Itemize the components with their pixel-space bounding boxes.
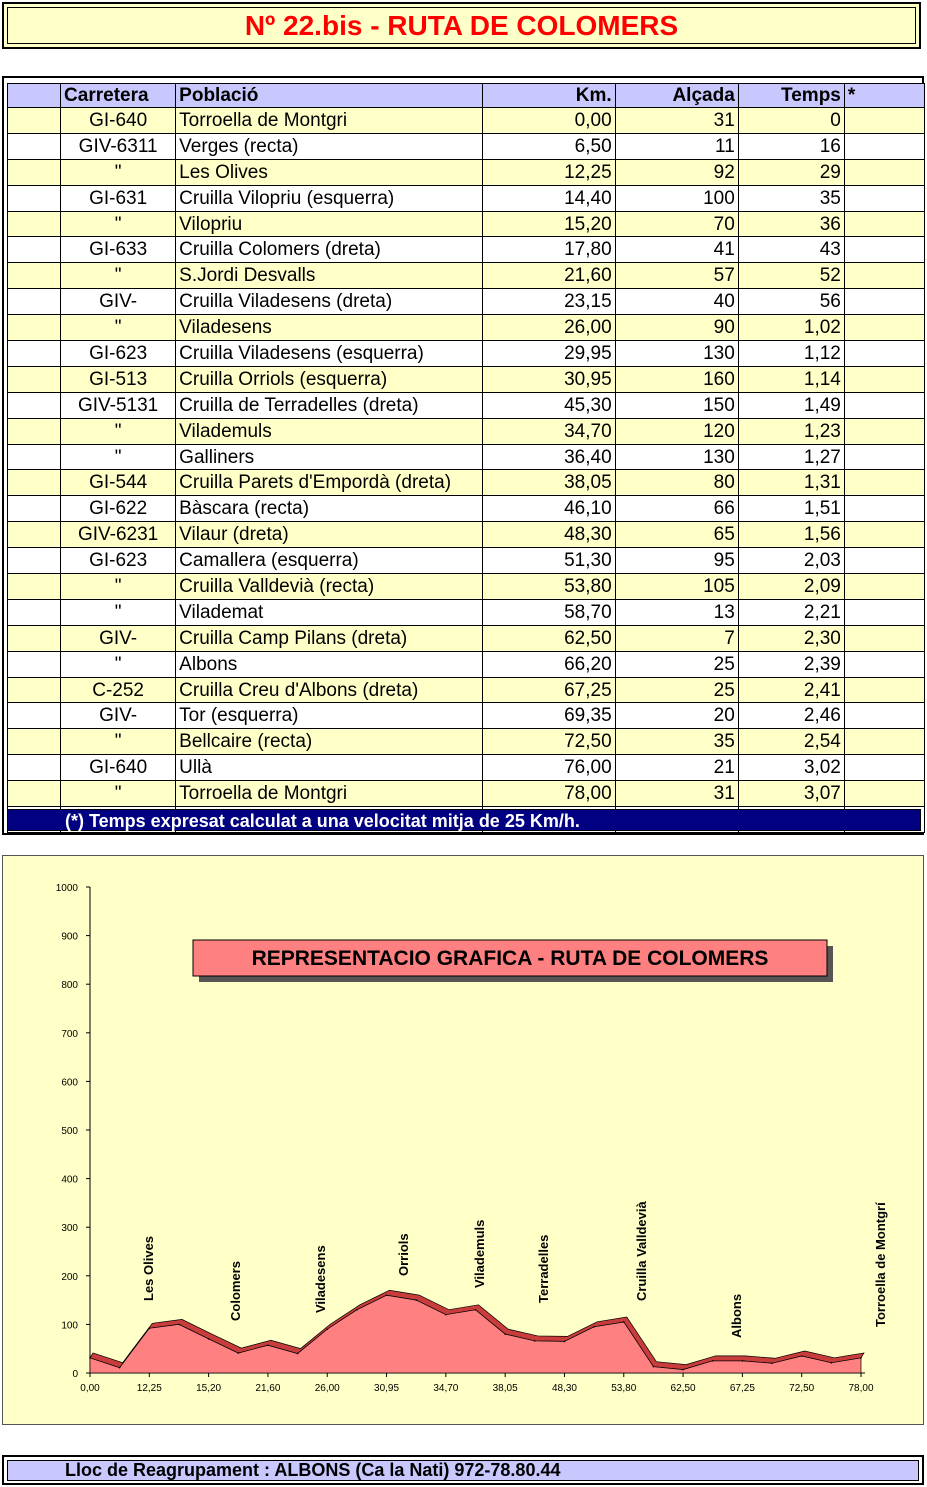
x-tick-label: 78,00 (848, 1383, 874, 1394)
elevation-point (119, 1367, 121, 1369)
cell-carretera: " (61, 263, 176, 289)
cell-poblacio: Cruilla Parets d'Empordà (dreta) (176, 470, 482, 496)
cell-alcada: 13 (615, 599, 738, 625)
cell-carretera: GI-631 (61, 185, 176, 211)
cell-poblacio: Cruilla Camp Pilans (dreta) (176, 625, 482, 651)
cell-poblacio: Vilaur (dreta) (176, 522, 482, 548)
cell-carretera: " (61, 444, 176, 470)
x-tick-label: 72,50 (789, 1383, 815, 1394)
elevation-point (178, 1324, 180, 1326)
cell-km: 51,30 (482, 548, 615, 574)
cell-poblacio: Camallera (esquerra) (176, 548, 482, 574)
cell-alcada: 31 (615, 781, 738, 807)
cell-note (844, 625, 924, 651)
chart-annotation: Terradelles (536, 1234, 551, 1303)
cell-poblacio: Cruilla Viladesens (dreta) (176, 289, 482, 315)
cell-carretera: GI-513 (61, 366, 176, 392)
cell-blank (8, 289, 61, 315)
x-tick-label: 62,50 (670, 1383, 696, 1394)
cell-carretera: " (61, 418, 176, 444)
table-row (8, 781, 925, 807)
cell-alcada: 150 (615, 392, 738, 418)
cell-km: 66,20 (482, 651, 615, 677)
cell-km: 0,00 (482, 108, 615, 134)
cell-blank (8, 444, 61, 470)
cell-note (844, 366, 924, 392)
cell-note (844, 211, 924, 237)
cell-carretera: GIV-5131 (61, 392, 176, 418)
cell-note (844, 108, 924, 134)
cell-km: 14,40 (482, 185, 615, 211)
cell-carretera: GI-640 (61, 108, 176, 134)
table-row (8, 108, 925, 134)
cell-blank (8, 755, 61, 781)
elevation-point (682, 1369, 684, 1371)
cell-carretera: GIV- (61, 625, 176, 651)
cell-blank (8, 159, 61, 185)
cell-poblacio: Cruilla Vilopriu (esquerra) (176, 185, 482, 211)
cell-blank (8, 496, 61, 522)
x-tick-label: 0,00 (80, 1383, 100, 1394)
y-tick-label: 700 (61, 1028, 78, 1040)
cell-alcada: 66 (615, 496, 738, 522)
y-tick-label: 0 (72, 1369, 78, 1380)
cell-poblacio: Cruilla Orriols (esquerra) (176, 366, 482, 392)
cell-blank (8, 574, 61, 600)
chart-annotation: Vilademuls (472, 1219, 487, 1288)
elevation-point (149, 1327, 151, 1329)
elevation-point (623, 1321, 625, 1323)
y-tick-label: 200 (61, 1271, 78, 1283)
elevation-chart (3, 856, 923, 1424)
cell-temps: 1,14 (738, 366, 844, 392)
cell-carretera: GIV- (61, 289, 176, 315)
cell-km: 38,05 (482, 470, 615, 496)
x-tick-label: 26,00 (314, 1383, 340, 1394)
y-tick-label: 500 (61, 1126, 78, 1137)
elevation-point (742, 1360, 744, 1362)
header-note: * (844, 84, 924, 108)
table-row (8, 289, 925, 315)
elevation-point (89, 1357, 91, 1359)
cell-alcada: 25 (615, 651, 738, 677)
elevation-chart-panel (2, 855, 924, 1425)
cell-alcada: 70 (615, 211, 738, 237)
cell-note (844, 651, 924, 677)
cell-poblacio: Cruilla de Terradelles (dreta) (176, 392, 482, 418)
table-row (8, 237, 925, 263)
cell-km: 72,50 (482, 729, 615, 755)
cell-blank (8, 677, 61, 703)
cell-km: 26,00 (482, 315, 615, 341)
chart-annotation: Viladesens (313, 1245, 328, 1313)
table-row (8, 574, 925, 600)
cell-alcada: 92 (615, 159, 738, 185)
cell-carretera: " (61, 599, 176, 625)
cell-poblacio: Tor (esquerra) (176, 703, 482, 729)
cell-note (844, 444, 924, 470)
table-row (8, 522, 925, 548)
x-tick-label: 12,25 (136, 1383, 162, 1394)
elevation-point (415, 1299, 417, 1301)
cell-poblacio: Torroella de Montgri (176, 781, 482, 807)
elevation-point (386, 1294, 388, 1296)
cell-poblacio: Galliners (176, 444, 482, 470)
cell-blank (8, 237, 61, 263)
cell-poblacio: Viladesens (176, 315, 482, 341)
cell-note (844, 159, 924, 185)
cell-temps: 35 (738, 185, 844, 211)
cell-note (844, 522, 924, 548)
elevation-point (475, 1309, 477, 1311)
cell-blank (8, 185, 61, 211)
title-box (2, 2, 921, 49)
cell-alcada: 25 (615, 677, 738, 703)
cell-km: 15,20 (482, 211, 615, 237)
table-row (8, 729, 925, 755)
elevation-point (712, 1360, 714, 1362)
cell-temps: 52 (738, 263, 844, 289)
cell-note (844, 781, 924, 807)
cell-temps: 2,30 (738, 625, 844, 651)
table-row (8, 418, 925, 444)
cell-blank (8, 108, 61, 134)
cell-km: 21,60 (482, 263, 615, 289)
cell-carretera: GI-622 (61, 496, 176, 522)
cell-carretera: GI-633 (61, 237, 176, 263)
cell-km: 30,95 (482, 366, 615, 392)
table-row (8, 470, 925, 496)
chart-annotation: Les Olives (141, 1235, 156, 1301)
cell-alcada: 31 (615, 108, 738, 134)
cell-temps: 1,27 (738, 444, 844, 470)
x-tick-label: 30,95 (374, 1383, 400, 1394)
cell-poblacio: Albons (176, 651, 482, 677)
header-temps: Temps (738, 84, 844, 108)
cell-alcada: 130 (615, 341, 738, 367)
cell-note (844, 289, 924, 315)
elevation-point (801, 1355, 803, 1357)
meeting-point: Lloc de Reagrupament : ALBONS (Ca la Nati) 972-78.80.44 (7, 1460, 919, 1481)
elevation-point (653, 1366, 655, 1368)
cell-poblacio: Bàscara (recta) (176, 496, 482, 522)
cell-temps: 1,12 (738, 341, 844, 367)
elevation-point (564, 1341, 566, 1343)
cell-km: 34,70 (482, 418, 615, 444)
cell-note (844, 470, 924, 496)
y-tick-label: 300 (61, 1223, 78, 1235)
table-row (8, 366, 925, 392)
elevation-point (593, 1326, 595, 1328)
cell-carretera: " (61, 211, 176, 237)
page-title: Nº 22.bis - RUTA DE COLOMERS (7, 7, 916, 44)
cell-km: 46,10 (482, 496, 615, 522)
x-tick-label: 67,25 (729, 1383, 755, 1394)
cell-poblacio: Ullà (176, 755, 482, 781)
cell-note (844, 703, 924, 729)
time-note: (*) Temps expresat calculat a una velocitat mitja de 25 Km/h. (7, 809, 921, 831)
y-tick-label: 400 (61, 1174, 78, 1186)
y-tick-label: 100 (61, 1320, 78, 1332)
cell-blank (8, 625, 61, 651)
cell-poblacio: Verges (recta) (176, 133, 482, 159)
route-table (7, 83, 925, 833)
table-row (8, 315, 925, 341)
cell-temps: 2,54 (738, 729, 844, 755)
cell-poblacio: Torroella de Montgri (176, 108, 482, 134)
elevation-point (445, 1314, 447, 1316)
cell-km: 6,50 (482, 133, 615, 159)
cell-blank (8, 729, 61, 755)
cell-poblacio: Vilademuls (176, 418, 482, 444)
table-row (8, 755, 925, 781)
cell-km: 48,30 (482, 522, 615, 548)
y-tick-label: 1000 (55, 883, 78, 894)
chart-annotation: Colomers (228, 1261, 243, 1321)
cell-alcada: 105 (615, 574, 738, 600)
cell-poblacio: Vilopriu (176, 211, 482, 237)
cell-temps: 2,46 (738, 703, 844, 729)
cell-temps: 16 (738, 133, 844, 159)
elevation-point (771, 1362, 773, 1364)
table-row (8, 496, 925, 522)
cell-blank (8, 392, 61, 418)
cell-alcada: 21 (615, 755, 738, 781)
cell-carretera: " (61, 729, 176, 755)
table-row (8, 548, 925, 574)
cell-temps: 2,21 (738, 599, 844, 625)
cell-km: 12,25 (482, 159, 615, 185)
cell-poblacio: Cruilla Creu d'Albons (dreta) (176, 677, 482, 703)
table-row (8, 263, 925, 289)
cell-temps: 3,02 (738, 755, 844, 781)
header-km: Km. (482, 84, 615, 108)
cell-blank (8, 522, 61, 548)
cell-temps: 2,03 (738, 548, 844, 574)
cell-temps: 56 (738, 289, 844, 315)
cell-alcada: 7 (615, 625, 738, 651)
cell-km: 23,15 (482, 289, 615, 315)
table-row (8, 392, 925, 418)
cell-temps: 36 (738, 211, 844, 237)
cell-note (844, 133, 924, 159)
cell-alcada: 160 (615, 366, 738, 392)
header-carretera: Carretera (61, 84, 176, 108)
cell-blank (8, 341, 61, 367)
elevation-point (504, 1333, 506, 1335)
cell-note (844, 677, 924, 703)
header-blank (8, 84, 61, 108)
cell-alcada: 90 (615, 315, 738, 341)
cell-poblacio: Les Olives (176, 159, 482, 185)
cell-alcada: 120 (615, 418, 738, 444)
route-table-body (8, 108, 925, 833)
cell-blank (8, 315, 61, 341)
cell-alcada: 130 (615, 444, 738, 470)
cell-alcada: 20 (615, 703, 738, 729)
elevation-point (237, 1352, 239, 1354)
cell-blank (8, 133, 61, 159)
table-row (8, 599, 925, 625)
cell-km: 76,00 (482, 755, 615, 781)
cell-temps: 1,02 (738, 315, 844, 341)
table-row (8, 185, 925, 211)
footer-box (2, 1455, 924, 1485)
cell-km: 29,95 (482, 341, 615, 367)
elevation-point (860, 1357, 862, 1359)
cell-temps: 2,09 (738, 574, 844, 600)
cell-carretera: GIV- (61, 703, 176, 729)
cell-km: 78,00 (482, 781, 615, 807)
cell-blank (8, 599, 61, 625)
cell-blank (8, 366, 61, 392)
cell-carretera: " (61, 315, 176, 341)
table-row (8, 651, 925, 677)
cell-blank (8, 263, 61, 289)
cell-temps: 2,41 (738, 677, 844, 703)
cell-km: 67,25 (482, 677, 615, 703)
table-row (8, 625, 925, 651)
cell-blank (8, 470, 61, 496)
cell-blank (8, 548, 61, 574)
cell-km: 53,80 (482, 574, 615, 600)
cell-temps: 43 (738, 237, 844, 263)
cell-poblacio: S.Jordi Desvalls (176, 263, 482, 289)
cell-carretera: GIV-6311 (61, 133, 176, 159)
cell-temps: 1,49 (738, 392, 844, 418)
chart-annotation: Cruilla Valldevià (634, 1201, 649, 1301)
cell-note (844, 599, 924, 625)
cell-note (844, 315, 924, 341)
table-row (8, 444, 925, 470)
cell-temps: 2,39 (738, 651, 844, 677)
cell-note (844, 729, 924, 755)
cell-km: 58,70 (482, 599, 615, 625)
elevation-point (297, 1353, 299, 1355)
cell-temps: 1,23 (738, 418, 844, 444)
elevation-point (534, 1340, 536, 1342)
cell-km: 36,40 (482, 444, 615, 470)
elevation-point (831, 1362, 833, 1364)
header-alcada: Alçada (615, 84, 738, 108)
cell-carretera: GI-640 (61, 755, 176, 781)
y-tick-label: 800 (61, 980, 78, 992)
cell-carretera: " (61, 781, 176, 807)
table-row (8, 159, 925, 185)
cell-carretera: GI-623 (61, 341, 176, 367)
elevation-point (356, 1309, 358, 1311)
y-tick-label: 600 (61, 1077, 78, 1089)
cell-carretera: " (61, 574, 176, 600)
cell-poblacio: Cruilla Viladesens (esquerra) (176, 341, 482, 367)
cell-carretera: C-252 (61, 677, 176, 703)
cell-alcada: 40 (615, 289, 738, 315)
x-tick-label: 38,05 (492, 1383, 518, 1394)
cell-km: 17,80 (482, 237, 615, 263)
cell-carretera: GI-623 (61, 548, 176, 574)
cell-temps: 3,07 (738, 781, 844, 807)
cell-note (844, 237, 924, 263)
table-row (8, 341, 925, 367)
cell-poblacio: Vilademat (176, 599, 482, 625)
cell-temps: 1,31 (738, 470, 844, 496)
cell-carretera: " (61, 159, 176, 185)
cell-note (844, 496, 924, 522)
header-poblacio: Població (176, 84, 482, 108)
cell-alcada: 100 (615, 185, 738, 211)
cell-km: 62,50 (482, 625, 615, 651)
table-header-row (8, 84, 925, 108)
x-tick-label: 21,60 (255, 1383, 281, 1394)
cell-poblacio: Bellcaire (recta) (176, 729, 482, 755)
cell-alcada: 35 (615, 729, 738, 755)
cell-blank (8, 211, 61, 237)
chart-annotation: Torroella de Montgrí (873, 1202, 888, 1327)
table-row (8, 677, 925, 703)
cell-note (844, 574, 924, 600)
cell-poblacio: Cruilla Valldevià (recta) (176, 574, 482, 600)
cell-blank (8, 418, 61, 444)
cell-alcada: 95 (615, 548, 738, 574)
cell-note (844, 548, 924, 574)
cell-blank (8, 651, 61, 677)
cell-alcada: 80 (615, 470, 738, 496)
chart-annotation: Albons (729, 1293, 744, 1338)
x-tick-label: 34,70 (433, 1383, 459, 1394)
y-tick-label: 900 (61, 931, 78, 943)
cell-blank (8, 703, 61, 729)
cell-temps: 0 (738, 108, 844, 134)
table-row (8, 703, 925, 729)
route-table-panel (2, 76, 924, 835)
table-row (8, 133, 925, 159)
cell-alcada: 11 (615, 133, 738, 159)
chart-annotation: Orriols (396, 1233, 411, 1276)
cell-alcada: 65 (615, 522, 738, 548)
elevation-point (208, 1338, 210, 1340)
table-row (8, 211, 925, 237)
cell-blank (8, 781, 61, 807)
cell-carretera: GI-544 (61, 470, 176, 496)
x-tick-label: 15,20 (196, 1383, 222, 1394)
cell-temps: 29 (738, 159, 844, 185)
cell-note (844, 392, 924, 418)
cell-note (844, 755, 924, 781)
cell-km: 45,30 (482, 392, 615, 418)
elevation-point (267, 1344, 269, 1346)
cell-km: 69,35 (482, 703, 615, 729)
cell-carretera: " (61, 651, 176, 677)
x-tick-label: 48,30 (551, 1383, 577, 1394)
cell-note (844, 185, 924, 211)
cell-note (844, 418, 924, 444)
cell-carretera: GIV-6231 (61, 522, 176, 548)
x-tick-label: 53,80 (611, 1383, 637, 1394)
elevation-point (326, 1328, 328, 1330)
cell-note (844, 263, 924, 289)
cell-poblacio: Cruilla Colomers (dreta) (176, 237, 482, 263)
cell-temps: 1,56 (738, 522, 844, 548)
chart-title: REPRESENTACIO GRAFICA - RUTA DE COLOMERS (251, 947, 769, 970)
cell-note (844, 341, 924, 367)
cell-temps: 1,51 (738, 496, 844, 522)
cell-alcada: 41 (615, 237, 738, 263)
cell-alcada: 57 (615, 263, 738, 289)
